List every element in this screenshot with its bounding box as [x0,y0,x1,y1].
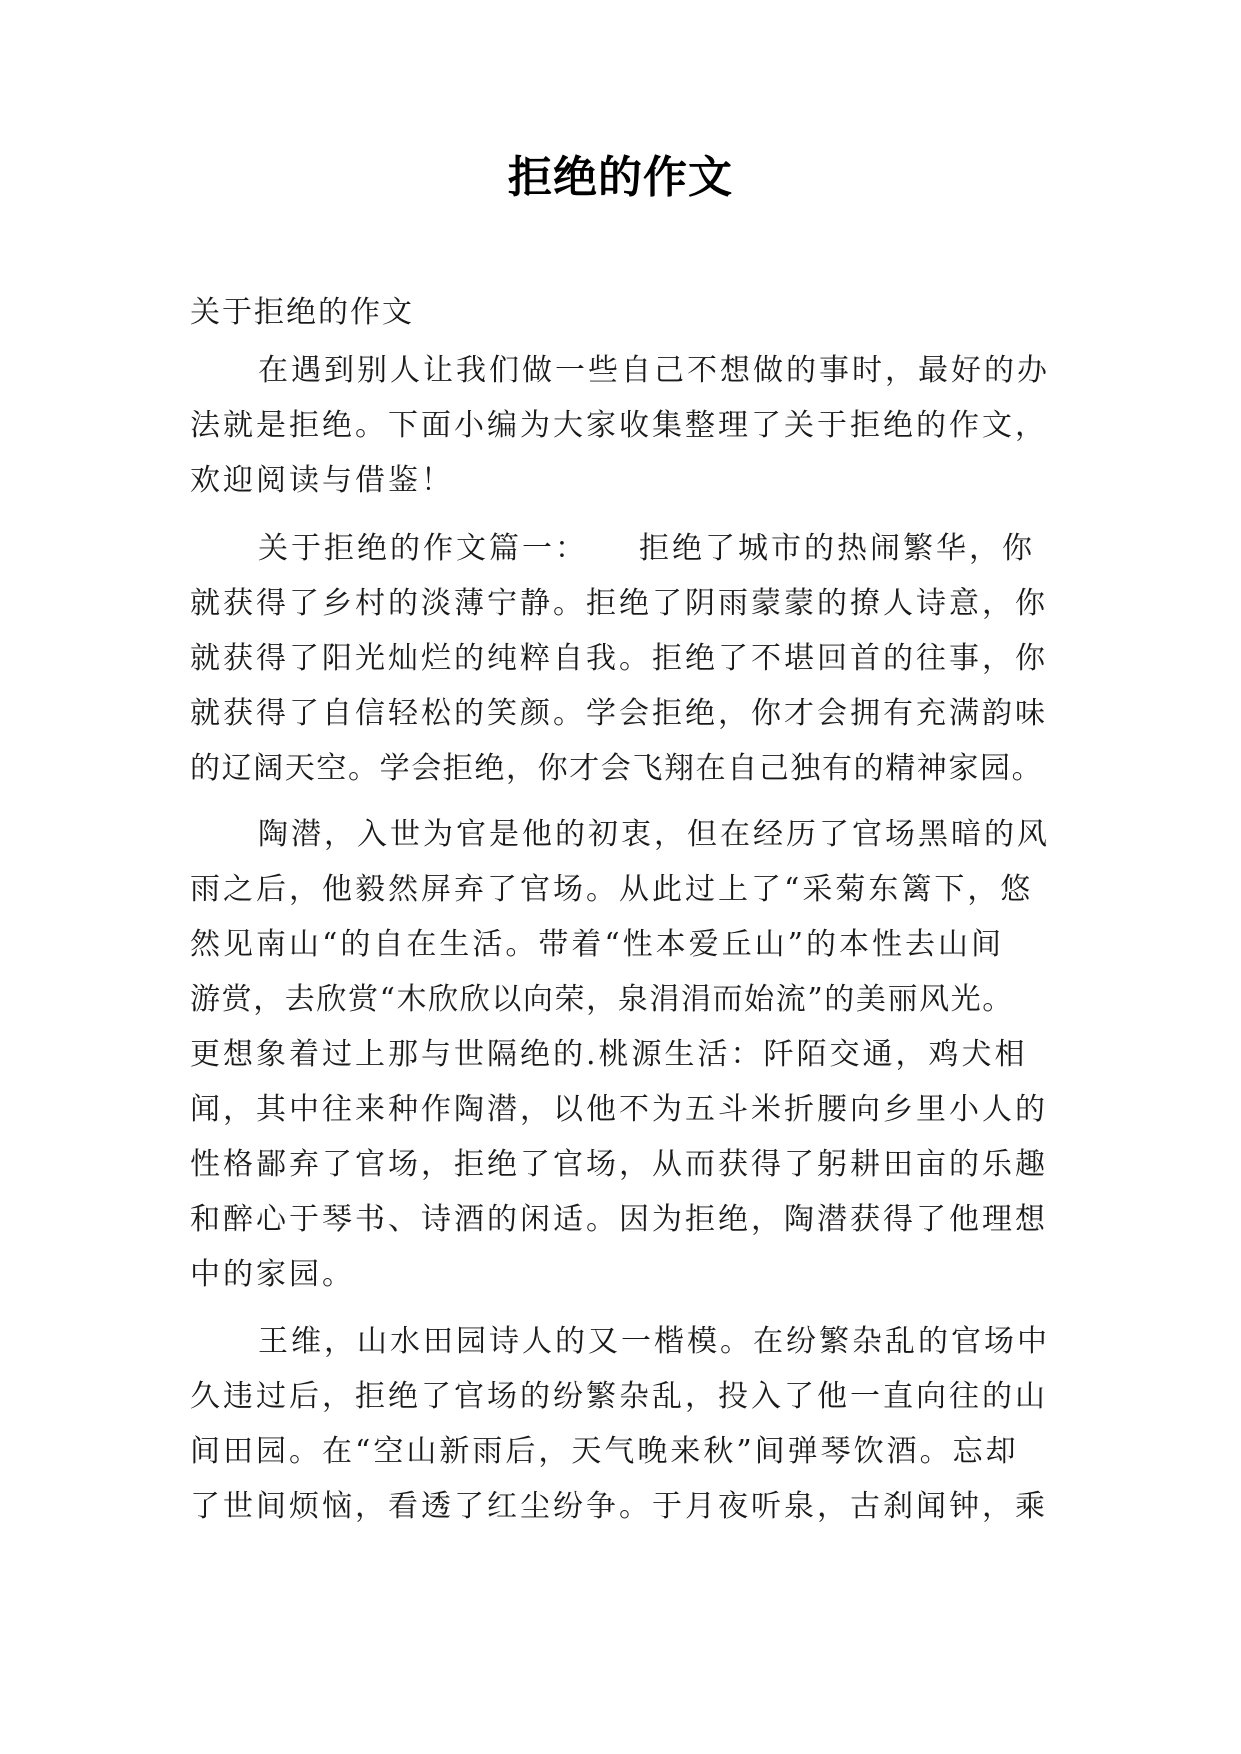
paragraph-line: 和醉心于琴书、诗酒的闲适。因为拒绝，陶潜获得了他理想 [190,1202,1048,1237]
paragraph-line: 间田园。在“空山新雨后，天气晚来秋”间弹琴饮酒。忘却 [190,1434,1019,1469]
paragraph-line: 在遇到别人让我们做一些自己不想做的事时，最好的办 [258,353,1050,388]
paragraph-line: 法就是拒绝。下面小编为大家收集整理了关于拒绝的作文， [190,408,1048,443]
paragraph-line: 了世间烦恼，看透了红尘纷争。于月夜听泉，古刹闻钟，乘 [190,1489,1048,1524]
paragraph-line: 王维，山水田园诗人的又一楷模。在纷繁杂乱的官场中 [258,1324,1050,1359]
paragraph-line: 关于拒绝的作文篇一： 拒绝了城市的热闹繁华，你 [258,531,1035,566]
paragraph-line: 就获得了阳光灿烂的纯粹自我。拒绝了不堪回首的往事，你 [190,641,1048,676]
paragraph-line: 雨之后，他毅然屏弃了官场。从此过上了“采菊东篱下，悠 [190,872,1034,907]
paragraph-line: 然见南山“的自在生活。带着“性本爱丘山”的本性去山间 [190,927,1005,962]
paragraph-line: 久违过后，拒绝了官场的纷繁杂乱，投入了他一直向往的山 [190,1379,1048,1414]
paragraph-line: 陶潜，入世为官是他的初衷，但在经历了官场黑暗的风 [258,817,1050,852]
paragraph-line: 性格鄙弃了官场，拒绝了官场，从而获得了躬耕田亩的乐趣 [190,1147,1048,1182]
paragraph-line: 闻，其中往来种作陶潜，以他不为五斗米折腰向乡里小人的 [190,1092,1048,1127]
paragraph-line: 的辽阔天空。学会拒绝，你才会飞翔在自己独有的精神家园。 [190,751,1044,786]
document-title: 拒绝的作文 [508,152,733,203]
paragraph-line: 欢迎阅读与借鉴！ [190,463,454,498]
document-subtitle: 关于拒绝的作文 [190,295,414,330]
paragraph-line: 就获得了乡村的淡薄宁静。拒绝了阴雨蒙蒙的撩人诗意，你 [190,586,1048,621]
paragraph-line: 游赏，去欣赏“木欣欣以向荣，泉涓涓而始流”的美丽风光。 [190,982,1014,1017]
paragraph-line: 中的家园。 [190,1257,355,1292]
paragraph-line: 更想象着过上那与世隔绝的.桃源生活：阡陌交通，鸡犬相 [190,1037,1028,1072]
paragraph-line: 就获得了自信轻松的笑颜。学会拒绝，你才会拥有充满韵味 [190,696,1048,731]
